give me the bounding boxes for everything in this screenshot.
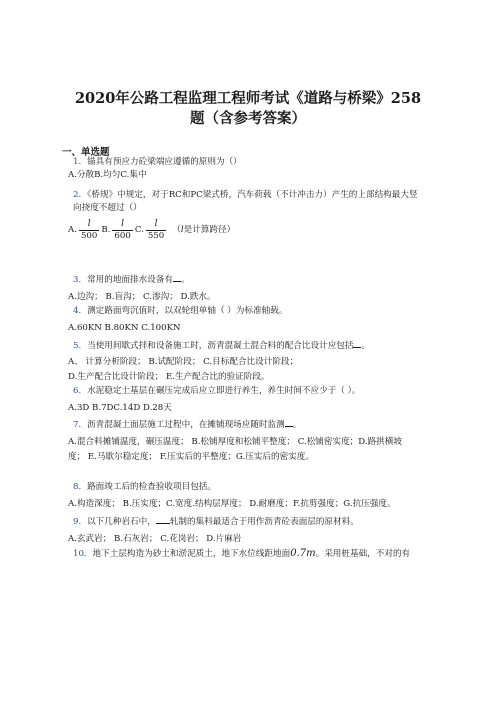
section-heading: 一、单选题 [62,147,110,158]
question-number: 7． [73,420,88,430]
question-options-line2: D.生产配合比设计阶段； E.生产配合比的验证阶段。 [68,372,270,382]
question-number: 10． [73,549,93,559]
depth-value: 0.7m [290,548,316,559]
option-note: （l是计算跨径） [172,224,236,235]
question-2 [68,189,418,241]
question-5: 5．当使用间歇式拌和设备施工时，沥青混凝土混合料的配合比设计应包括 。 A、 计算分析阶段； B.试配阶段； C.目标配合比设计阶段； D.生产配合比设计阶段； E.生产配合比的验证阶段。 [73,338,418,384]
question-number: 8． [73,482,88,492]
question-stem: 《桥规》中规定，对于RC和PC梁式桥，汽车荷载（不计冲击力）产生的上部结构最大竖向挠度不超过（） [73,190,418,213]
question-stem: 轧制的集料最适合于用作沥青砼表面层的原材料。 [169,517,359,527]
question-options [68,219,418,241]
question-stem: 当使用间歇式拌和设备施工时，沥青混凝土混合料的配合比设计应包括 [87,341,354,351]
answer-blank [285,417,293,427]
question-number: 3． [73,275,88,285]
question-3: 3．常用的地面排水设备有 。 A.边沟； B.盲沟； C.渗沟； D.跌水。 [73,272,418,304]
document-title-line1: 2020年公路工程监理工程师考试《道路与桥梁》258 [74,90,422,107]
question-options: A.边沟； B.盲沟； C.渗沟； D.跌水。 [68,292,216,302]
answer-blank [173,272,181,282]
question-number: 6． [73,386,88,396]
question-stem: 常用的地面排水设备有 [87,275,174,285]
option-b-label: B. [101,224,111,235]
question-7: 7．沥青混凝土面层施工过程中，在摊铺现场应随时监测 。 A.混合料摊铺温度，碾压温度； B.松铺厚度和松铺平整度； C.松铺密实度；D.路拱横坡度； E.马歇尔稳定度； F.压实后的平整度；G.压实后的密实度。 [73,417,418,465]
question-number: 4． [73,306,88,316]
question-stem: 路面竣工后的检查验收项目包括。 [87,482,216,492]
question-6 [68,385,418,415]
question-8 [68,481,418,511]
question-options: A.玄武岩； B.石灰岩； C.花岗岩； D.片麻岩 [68,534,242,544]
question-stem: 沥青混凝土面层施工过程中，在摊铺现场应随时监测 [87,420,285,430]
fraction-b: $\frac{l}{600}$ [114,219,131,241]
fraction-c: $\frac{l}{550}$ [147,219,165,241]
option-c-label: C. [134,224,144,235]
question-options-line1: A、 计算分析阶段； B.试配阶段； C.目标配合比设计阶段； [68,357,299,367]
question-options: A.3D B.7DC.14D D.28天 [68,403,172,413]
question-10: 10．地下土层构造为砂土和淤泥质土，地下水位线距地面0.7m。采用桩基础，不对的有 [73,548,411,559]
answer-blank [156,514,170,524]
question-options: A.构造深度； B.压实度；C.宽度.结构层厚度； D.耐磨度；F.抗剪强度；G.抗压强度。 [68,499,396,509]
question-9: 9．以下几种岩石中， 轧制的集料最适合于用作沥青砼表面层的原材料。 A.玄武岩； B.石灰岩； C.花岗岩； D.片麻岩 [73,514,418,546]
question-stem: 水泥稳定土基层在碾压完成后应立即进行养生，养生时间不应少于（ ）。 [87,386,361,396]
question-options: A.60KN B.80KN C.100KN [68,323,181,333]
question-number: 1． [73,157,88,167]
fraction-a: $\frac{l}{500}$ [80,219,98,241]
question-stem: 测定路面弯沉值时，以双轮组单轴（ ）为标准轴载。 [87,306,288,316]
question-stem: 地下土层构造为砂土和淤泥质土，地下水位线距地面 [92,549,291,559]
question-number: 2． [73,190,88,200]
document-title-line2: 题（含参考答案） [190,110,306,127]
question-number: 9． [73,517,88,527]
question-1 [68,156,418,182]
option-a-label: A. [68,224,77,235]
question-options: A.混合料摊铺温度，碾压温度； B.松铺厚度和松铺平整度； C.松铺密实度；D.路拱横坡度； E.马歇尔稳定度； F.压实后的平整度；G.压实后的密实度。 [68,437,402,462]
question-stem: 锚具有预应力砼梁端应遵循的原则为（） [87,157,242,167]
question-number: 5． [73,341,88,351]
question-options: A.分散B.均匀C.集中 [68,170,147,180]
question-4 [68,305,418,335]
